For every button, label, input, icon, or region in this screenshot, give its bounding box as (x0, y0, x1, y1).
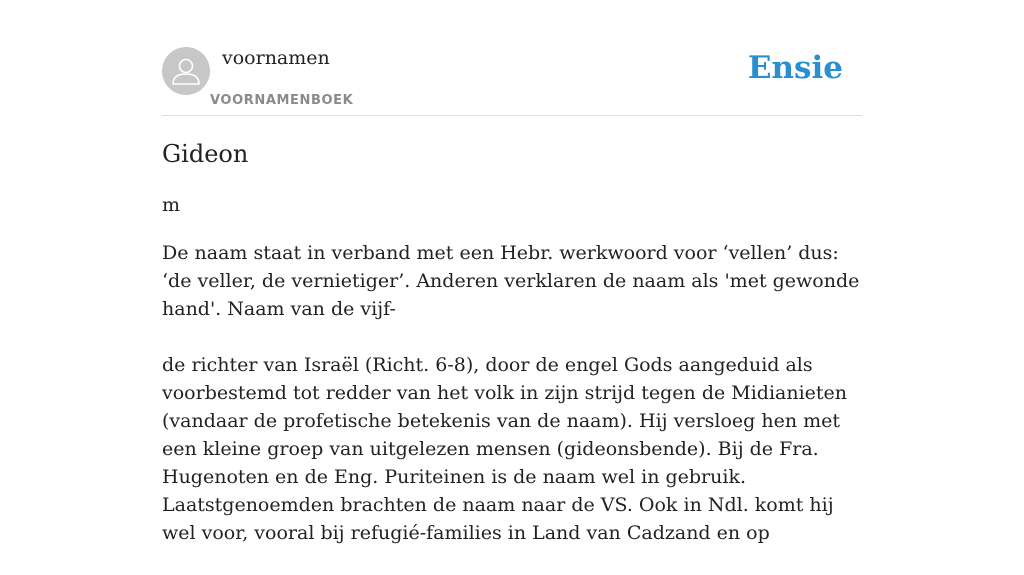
source-label[interactable]: VOORNAMENBOEK (210, 93, 354, 108)
entry-title: Gideon (162, 140, 249, 168)
entry-gender: m (162, 194, 181, 216)
page (162, 0, 862, 544)
header (162, 0, 862, 116)
author-name[interactable]: voornamen (222, 47, 330, 69)
entry-body (162, 239, 862, 575)
user-icon (162, 47, 210, 95)
entry-paragraph: De naam staat in verband met een Hebr. werkwoord voor ‘vellen’ dus: ‘de veller, de vernietiger’. Anderen verklaren de naam als 'met gewonde hand'. Naam van de vijf- (162, 242, 860, 320)
avatar[interactable] (162, 47, 210, 95)
brand-logo[interactable]: Ensie (747, 50, 843, 86)
entry-paragraph: de richter van Israël (Richt. 6-8), door de engel Gods aangeduid als voorbestemd tot redder van het volk in zijn strijd tegen de Midianieten (vandaar de profetische betekenis van de naam). Hij versloeg hen met een kleine groep van uitgelezen mensen (gideonsbende). Bij de Fra. Hugenoten en de Eng. Puriteinen is de naam wel in gebruik. Laatstgenoemden brachten de naam naar de VS. Ook in Ndl. komt hij wel voor, vooral bij refugié-families in Land van Cadzand en op (162, 354, 848, 544)
